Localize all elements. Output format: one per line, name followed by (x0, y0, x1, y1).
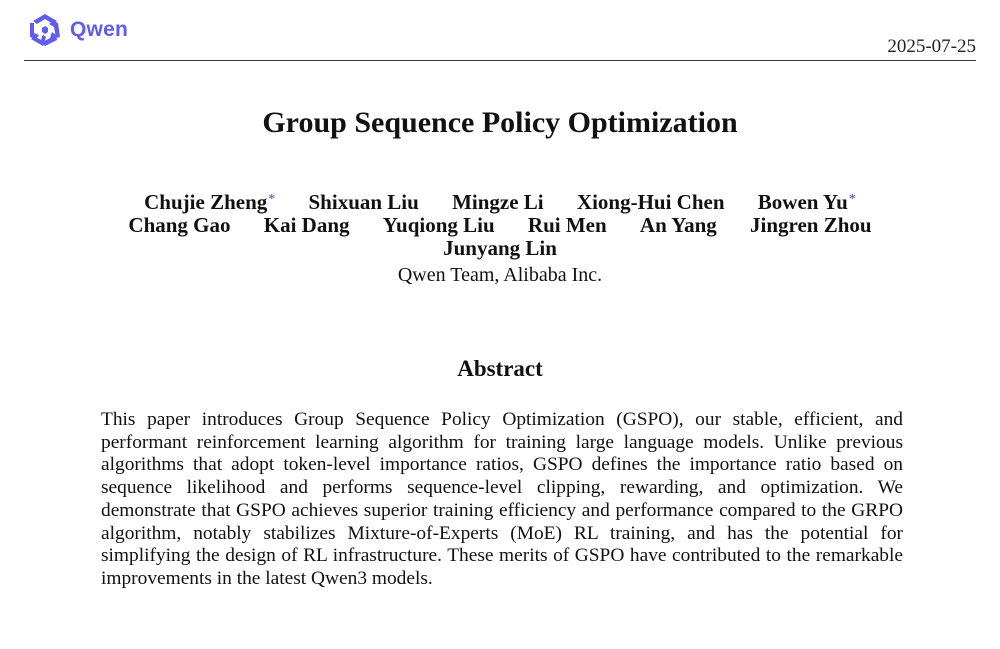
abstract-body: This paper introduces Group Sequence Policy Optimization (GSPO), our stable, efficient, and performant reinforcement learning algorithm for training large language models. Unlike previous algorithms that adopt token-level importance ratios, GSPO defines the importance ratio based on sequence likelihood and performs sequence-level clipping, rewarding, and optimization. We demonstrate that GSPO achieves superior training efficiency and performance compared to the GRPO algorithm, notably stabilizes Mixture-of-Experts (MoE) RL training, and has the potential for simplifying the design of RL infrastructure. These merits of GSPO have contributed to the remarkable improvements in the latest Qwen3 models. (101, 409, 903, 589)
brand-logo (27, 12, 128, 48)
author-list (0, 188, 1000, 260)
author: Kai Dang (263, 213, 350, 237)
author: Rui Men (527, 213, 607, 237)
qwen-logo-icon (27, 12, 63, 48)
author: Junyang Lin (443, 236, 557, 260)
paper-title: Group Sequence Policy Optimization (262, 106, 738, 139)
author: Chujie Zheng* (144, 190, 276, 214)
author: Shixuan Liu (308, 190, 419, 214)
abstract-heading: Abstract (457, 356, 543, 381)
paper-date: 2025-07-25 (887, 36, 976, 57)
affiliation: Qwen Team, Alibaba Inc. (397, 264, 603, 286)
author-row (0, 188, 1000, 214)
author: Bowen Yu* (757, 190, 856, 214)
author: Xiong-Hui Chen (576, 190, 725, 214)
logo-text: Qwen (70, 18, 128, 41)
author: Jingren Zhou (750, 213, 872, 237)
author: An Yang (639, 213, 717, 237)
header-divider (24, 60, 976, 61)
author: Mingze Li (452, 190, 544, 214)
author: Yuqiong Liu (382, 213, 495, 237)
author-row (0, 214, 1000, 237)
author: Chang Gao (128, 213, 231, 237)
author-row (0, 237, 1000, 260)
